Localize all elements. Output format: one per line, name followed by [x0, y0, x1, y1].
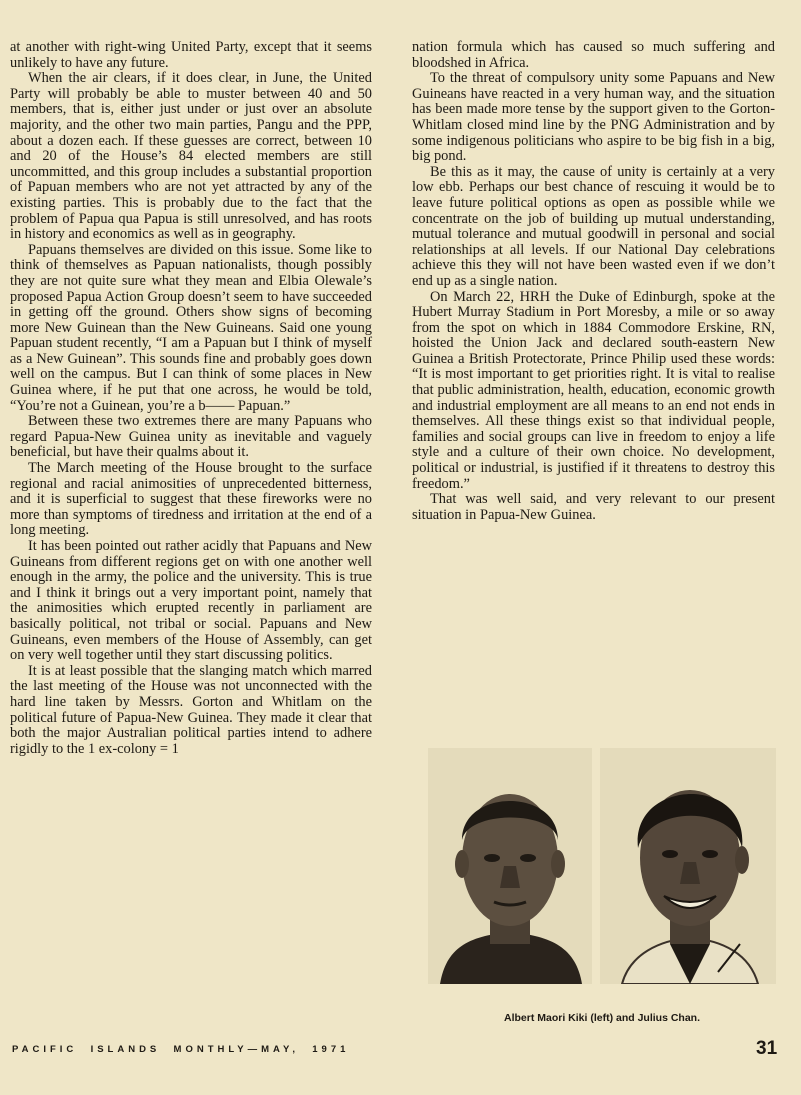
paragraph: nation formula which has caused so much suffering and bloodshed in Africa.	[412, 39, 775, 71]
article-column-right	[412, 40, 775, 523]
portrait-image	[600, 748, 776, 984]
paragraph: On March 22, HRH the Duke of Edinburgh, spoke at the Hubert Murray Stadium in Port Moresby, a mile or so away from the spot on which in 1884 Commodore Erskine, RN, hoisted the Union Jack and declared south-eastern New Guinea a British Protectorate, Prince Philip used these words: “It is most important to get priorities right. It is vital to realise that public administration, health, education, economic growth and industrial employment are all means to an end not ends in themselves. All these things exist so that individual people, families and social groups can live in freedom to enjoy a life style and a culture of their own choice. No development, political or industrial, is justified if it threatens to destroy this freedom.”	[412, 288, 775, 492]
paragraph: It is at least possible that the slanging match which marred the last meeting of the House was not unconnected with the hard line taken by Messrs. Gorton and Whitlam on the political future of Papua-New Guinea. They made it clear that both the major Australian political parties intend to adhere rigidly to the 1 ex-colony = 1	[10, 662, 372, 757]
photo-caption: Albert Maori Kiki (left) and Julius Chan.	[503, 1012, 701, 1024]
paragraph: That was well said, and very relevant to our present situation in Papua-New Guinea.	[412, 491, 775, 523]
running-footer: PACIFIC ISLANDS MONTHLY—MAY, 1971	[12, 1044, 350, 1055]
portrait-albert-maori-kiki	[428, 748, 592, 984]
paragraph: Between these two extremes there are many Papuans who regard Papua-New Guinea unity as inevitable and vaguely beneficial, but have their qualms about it.	[10, 413, 372, 461]
paragraph: at another with right-wing United Party, except that it seems unlikely to have any future.	[10, 39, 372, 71]
article-column-left	[10, 40, 372, 757]
paragraph: The March meeting of the House brought to the surface regional and racial animosities of unprecedented bitterness, and it is superficial to suggest that these fireworks were no more than symptoms of tiredness and irritation at the end of a long meeting.	[10, 460, 372, 539]
page-number: 31	[756, 1038, 778, 1059]
portrait-julius-chan	[600, 748, 776, 984]
paragraph: Be this as it may, the cause of unity is certainly at a very low ebb. Perhaps our best chance of rescuing it would be to leave future political options as open as possible while we concentrate on the job of building up mutual understanding, mutual tolerance and mutual goodwill in personal and social relationships at all levels. If our National Day celebrations achieve this they will not have been wasted even if we don’t end up as a single nation.	[412, 163, 775, 289]
paragraph: To the threat of compulsory unity some Papuans and New Guineans have reacted in a very human way, and the situation has been made more tense by the support given to the Gorton-Whitlam closed mind line by the PNG Administration and by some indigenous politicians who aspire to be big fish in a big, big pond.	[412, 70, 775, 165]
portrait-image	[428, 748, 592, 984]
paragraph: Papuans themselves are divided on this issue. Some like to think of themselves as Papuan nationalists, though possibly they are not quite sure what they mean and Elbia Olewale’s proposed Papua Action Group doesn’t seem to have succeeded in getting off the ground. Others show signs of becoming more New Guinean than the New Guineans. Said one young Papuan student recently, “I am a Papuan but I think of myself as a New Guinean”. This sounds fine and probably goes down well on the campus. But I can think of some places in New Guinea where, if he put that one across, he would be told, “You’re not a Guinean, you’re a b—— Papuan.”	[10, 241, 372, 414]
portrait-photos	[428, 748, 776, 984]
paragraph: When the air clears, if it does clear, in June, the United Party will probably be able to muster between 40 and 50 members, that is, either just under or just over an absolute majority, and the other two main parties, Pangu and the PPP, about a dozen each. If these guesses are correct, between 10 and 20 of the House’s 84 elected members are still uncommitted, and this group includes a substantial proportion of Papuan members who are not yet attracted by any of the existing parties. This is probably due to the fact that the problem of Papua qua Papua is still unresolved, and has roots in history and economics as well as in geography.	[10, 70, 372, 243]
paragraph: It has been pointed out rather acidly that Papuans and New Guineans from different regions get on with one another well enough in the army, the police and the university. This is true and I think it brings out a very important point, namely that the animosities which erupted recently in parliament are basically political, not tribal or social. Papuans and New Guineans, even members of the House of Assembly, can get on very well together until they start discussing politics.	[10, 538, 372, 664]
